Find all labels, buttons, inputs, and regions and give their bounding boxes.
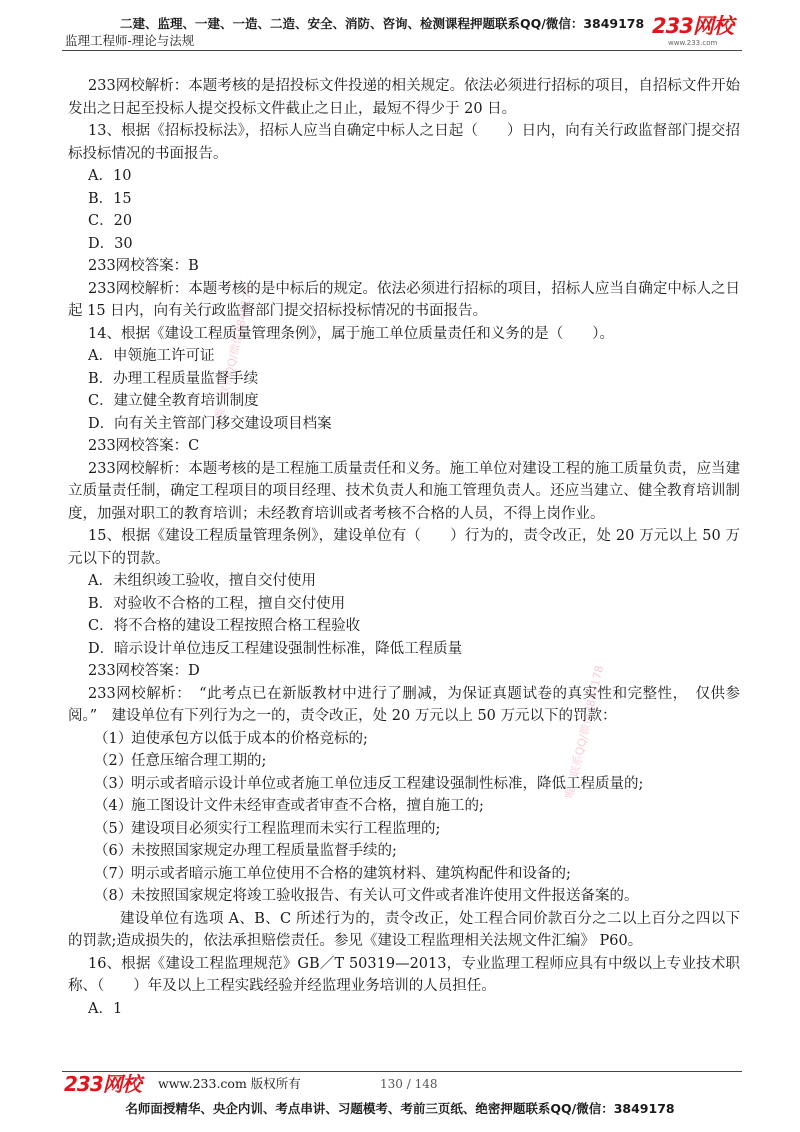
question-14-option-a: A．申领施工许可证 [88,348,215,364]
list-item-text: 明示或者暗示施工单位使用不合格的建筑材料、建筑构配件和设备的; [131,865,571,882]
question-15-analysis-intro: 233网校解析： “此考点已在新版教材中进行了删减，为保证真题试卷的真实性和完整性， 仅供参阅。” 建设单位有下列行为之一的，责令改正，处 20 万元以上 50 万元以下的罚款： [68,685,740,724]
question-13-option-a: A．10 [88,168,132,184]
list-item-text: 施工图设计文件未经审查或者审查不合格，擅自施工的; [131,798,484,814]
question-13-analysis: 233网校解析：本题考核的是中标后的规定。依法必须进行招标的项目，招标人应当自确定中标人之日起 15 日内，向有关行政监督部门提交招标投标情况的书面报告。 [68,280,740,319]
question-15-analysis-closing: 建设单位有选项 A、B、C 所述行为的，责令改正，处工程合同价款百分之二以上百分之四以下的罚款;造成损失的，依法承担赔偿责任。参见《建设工程监理相关法规文件汇编》 P60。 [68,910,740,949]
document-body [68,75,740,1020]
header-logo: 233网校 [652,14,733,38]
list-item-number: （5） [94,820,133,837]
question-15-option-d: D．暗示设计单位违反工程建设强制性标准，降低工程质量 [88,640,463,657]
header-subtitle: 监理工程师-理论与法规 [65,33,195,48]
list-item-text: 建设项目必须实行工程监理而未实行工程监理的; [131,820,441,837]
question-16-stem: 16、根据《建设工程监理规范》GB／T 50319—2013，专业监理工程师应具有中级以上专业技术职称、（ ）年及以上工程实践经验并经监理业务培训的人员担任。 [68,955,740,994]
footer-copyright: www.233.com 版权所有 [158,1076,301,1091]
list-item [68,795,740,818]
question-13-option-c: C．20 [88,213,133,229]
list-item [68,773,740,796]
list-item [68,885,740,908]
previous-analysis: 233网校解析：本题考核的是招投标文件投递的相关规定。依法必须进行招标的项目，自招标文件开始发出之日起至投标人提交投标文件截止之日止，最短不得少于 20 日。 [68,78,740,117]
list-item-number: （7） [94,865,133,882]
question-15-stem: 15、根据《建设工程质量管理条例》，建设单位有（ ）行为的，责令改正，处 20 万元以上 50 万元以下的罚款。 [68,528,740,567]
question-13-answer: 233网校答案：B [88,258,199,274]
question-13-stem: 13、根据《招标投标法》，招标人应当自确定中标人之日起（ ）日内，向有关行政监督部门提交招标投标情况的书面报告。 [68,123,740,162]
list-item-number: （3） [94,775,133,792]
question-14-analysis: 233网校解析：本题考核的是工程施工质量责任和义务。施工单位对建设工程的施工质量负责，应当建立质量责任制，确定工程项目的项目经理、技术负责人和施工管理负责人。还应当建立、健全教育培训制度，加强对职工的教育培训；未经教育培训或者考核不合格的人员，不得上岗作业。 [68,460,740,522]
list-item-number: （2） [94,753,133,769]
question-15-option-a: A．未组织竣工验收，擅自交付使用 [88,573,316,589]
question-13-option-d: D．30 [88,235,133,252]
footer-promo: 名师面授精华、央企内训、考点串讲、习题模考、考前三页纸、绝密押题联系QQ/微信：3849178 [125,1101,675,1116]
watermark-1: 唯一联系QQ/微信3849178 [212,284,257,420]
header-banner: 二建、监理、一建、一造、二造、安全、消防、咨询、检测课程押题联系QQ/微信：3849178 [120,16,645,31]
list-item-text: 明示或者暗示设计单位或者施工单位违反工程建设强制性标准，降低工程质量的; [131,775,644,792]
list-item-number: （4） [94,798,133,814]
footer-logo: 233网校 [64,1072,141,1096]
question-14-option-b: B．办理工程质量监督手续 [88,370,259,387]
question-15-option-b: B．对验收不合格的工程，擅自交付使用 [88,595,346,612]
list-item [68,818,740,841]
footer-divider [62,1071,742,1072]
list-item-text: 迫使承包方以低于成本的价格竞标的; [131,730,368,747]
question-14-option-d: D．向有关主管部门移交建设项目档案 [88,415,332,432]
list-item [68,840,740,863]
list-item [68,863,740,886]
page-number: 130 / 148 [380,1077,438,1091]
list-item-number: （8） [94,888,133,904]
header-logo-site: www.233.com [668,39,718,47]
list-item-text: 任意压缩合理工期的; [131,753,267,769]
list-item [68,728,740,751]
list-item-text: 未按照国家规定办理工程质量监督手续的; [131,843,397,859]
header-divider [62,50,742,51]
question-14-stem: 14、根据《建设工程质量管理条例》，属于施工单位质量责任和义务的是（ ）。 [88,325,614,342]
list-item-number: （1） [94,730,133,747]
question-15-option-c: C．将不合格的建设工程按照合格工程验收 [88,618,361,634]
list-item-text: 未按照国家规定将竣工验收报告、有关认可文件或者准许使用文件报送备案的。 [131,888,639,904]
question-14-answer: 233网校答案：C [88,438,200,454]
list-item [68,750,740,773]
watermark-2: 唯一联系QQ/微信3849178 [562,664,607,800]
question-14-option-c: C．建立健全教育培训制度 [88,393,259,409]
question-16-option-a: A．1 [88,1000,123,1017]
list-item-number: （6） [94,843,133,859]
question-13-option-b: B．15 [88,190,132,207]
question-15-answer: 233网校答案：D [88,663,200,679]
